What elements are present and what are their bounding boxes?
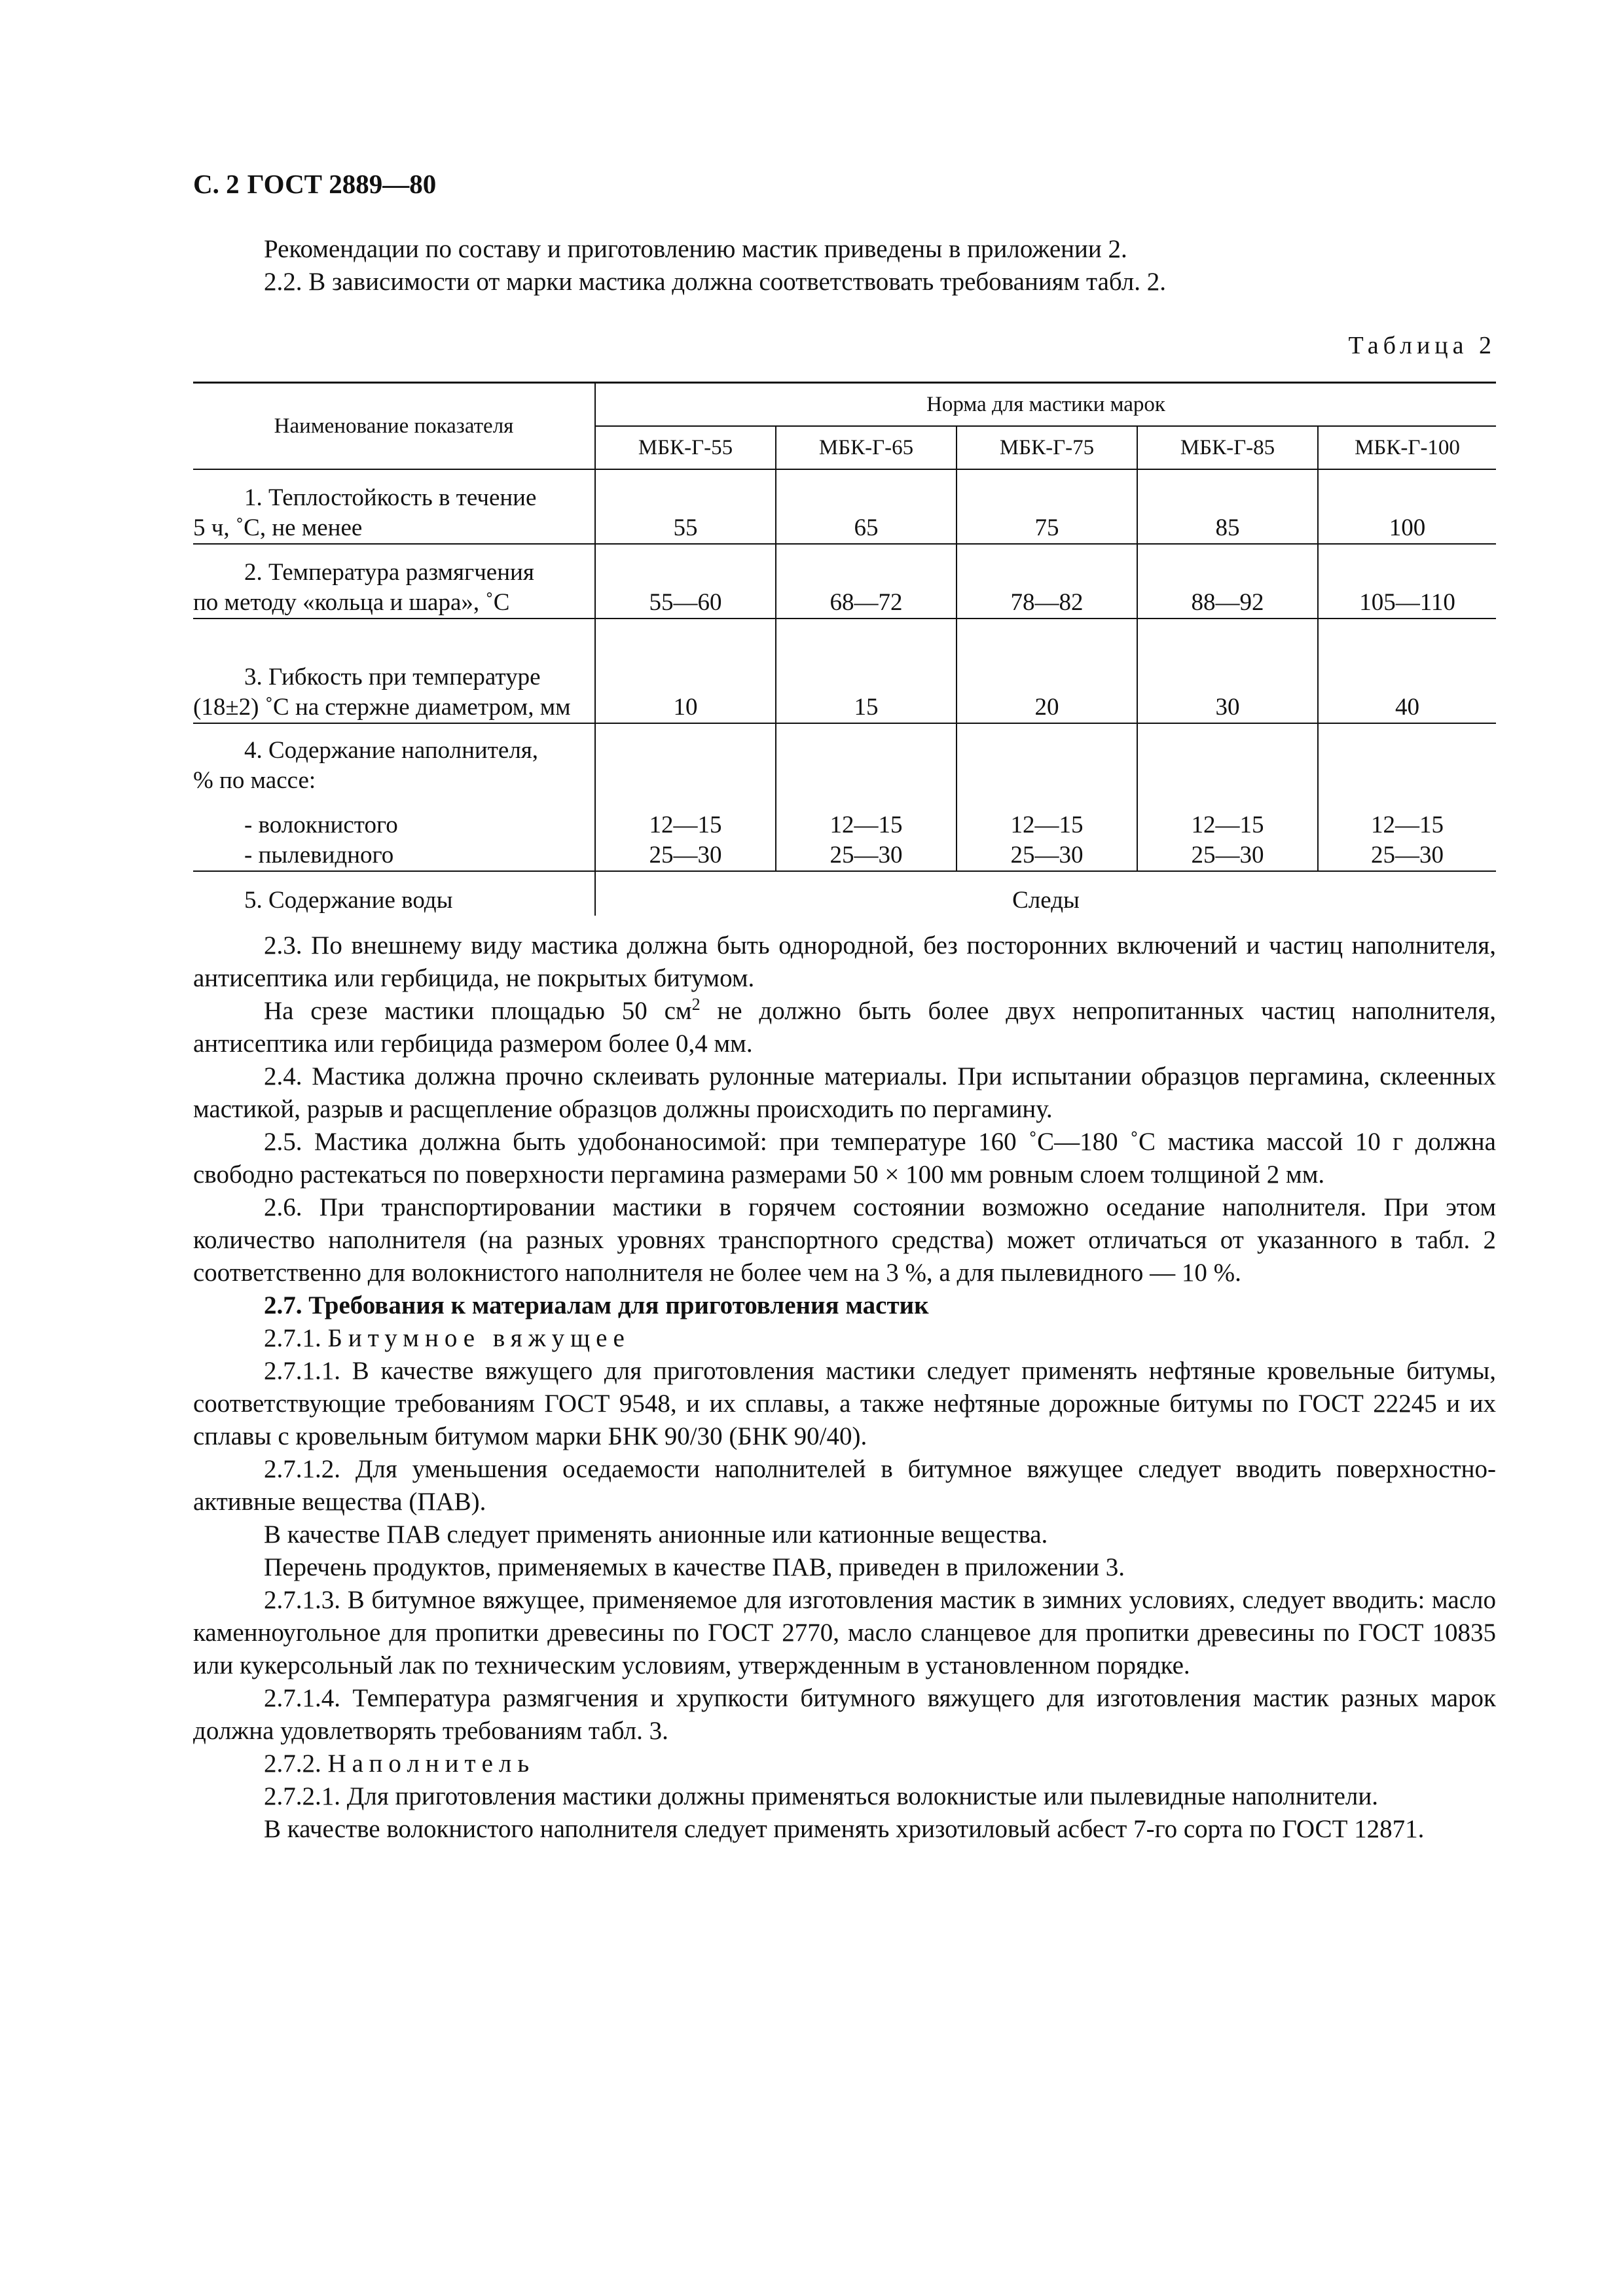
parameter-name: 2. Температура размягчения по методу «кольца и шара», ˚С — [193, 544, 595, 619]
table-row — [193, 619, 1496, 723]
value-cell: 65 — [776, 469, 957, 544]
value-cell: 20 — [957, 619, 1137, 723]
table-row — [193, 544, 1496, 619]
value-cell: 88—92 — [1137, 544, 1318, 619]
merged-value-cell: Следы — [1012, 887, 1080, 914]
standard-number: ГОСТ 2889—80 — [247, 169, 437, 199]
paragraph: 2.7.1.3. В битумное вяжущее, применяемое для изготовления мастик в зимних условиях, следует вводить: масло каменноугольное для пропитки древесины по ГОСТ 2770, масло сланцевое для пропитки древесины по ГОСТ 10835 или кукерсольный лак по техническим условиям, утвержденным в установленном порядке. — [193, 1586, 1496, 1679]
page-number: С. 2 — [193, 169, 240, 199]
section-heading: 2.7. Требования к материалам для приготовления мастик — [264, 1291, 929, 1319]
paragraph: 2.7.2.1. Для приготовления мастики должны применяться волокнистые или пылевидные наполнители. — [264, 1782, 1378, 1810]
parameter-name: 1. Теплостойкость в течение 5 ч, ˚С, не менее — [193, 469, 595, 544]
sub-parameter: - волокнистого — [244, 812, 398, 838]
header-parameter-name: Наименование показателя — [193, 383, 595, 470]
grade-header: МБК-Г-85 — [1137, 426, 1318, 469]
parameter-name: 3. Гибкость при температуре (18±2) ˚С на стержне диаметром, мм — [193, 619, 595, 723]
grade-header: МБК-Г-55 — [595, 426, 776, 469]
value-cell: 75 — [957, 469, 1137, 544]
paragraph: 2.7.1.1. В качестве вяжущего для приготовления мастики следует применять нефтяные кровельные битумы, соответствующие требованиям ГОСТ 9548, и их сплавы, а также нефтяные дорожные битумы по ГОСТ 22245 и их сплавы с кровельным битумом марки БНК 90/30 (БНК 90/40). — [193, 1357, 1496, 1450]
paragraph: На срезе мастики площадью 50 $см^2$ не должно быть более двух непропитанных частиц наполнителя, антисептика или гербицида размером более 0,4 мм. — [193, 995, 1496, 1058]
value-cell: 78—82 — [957, 544, 1137, 619]
paragraph: 2.7.1.4. Температура размягчения и хрупкости битумного вяжущего для изготовления мастик разных марок должна удовлетворять требованиям табл. 3. — [193, 1684, 1496, 1745]
value-cell: 55—60 — [595, 544, 776, 619]
value-cell: 100 — [1318, 469, 1496, 544]
parameter-name: 4. Содержание наполнителя, % по массе: - волокнистого - пылевидного — [193, 723, 595, 871]
value-cell: 12—15 25—30 — [776, 723, 957, 871]
value-cell: 12—15 25—30 — [595, 723, 776, 871]
value-cell: 30 — [1137, 619, 1318, 723]
value-cell: 15 — [776, 619, 957, 723]
value-cell: 55 — [595, 469, 776, 544]
paragraph: 2.7.1.2. Для уменьшения оседаемости наполнителей в битумное вяжущее следует вводить поверхностно-активные вещества (ПАВ). — [193, 1455, 1496, 1516]
table-row — [193, 469, 1496, 544]
page-header — [193, 167, 436, 201]
grade-header: МБК-Г-100 — [1318, 426, 1496, 469]
subsection-heading: 2.7.1. Битумное вяжущее — [264, 1324, 630, 1352]
paragraph: 2.4. Мастика должна прочно склеивать рулонные материалы. При испытании образцов пергамина, склеенных мастикой, разрыв и расщепление образцов должны происходить по пергамину. — [193, 1062, 1496, 1123]
paragraph: 2.6. При транспортировании мастики в горячем состоянии возможно оседание наполнителя. При этом количество наполнителя (на разных уровнях транспортного средства) может отличаться от указанного в табл. 2 соответственно для волокнистого наполнителя не более чем на 3 %, а для пылевидного — 10 %. — [193, 1193, 1496, 1287]
table-row — [193, 723, 1496, 871]
paragraph: 2.3. По внешнему виду мастика должна быть однородной, без посторонних включений и частиц наполнителя, антисептика или гербицида, не покрытых битумом. — [193, 931, 1496, 992]
table-caption: Таблица 2 — [1348, 332, 1496, 359]
paragraph: В качестве волокнистого наполнителя следует применять хризотиловый асбест 7-го сорта по ГОСТ 12871. — [264, 1815, 1425, 1843]
value-cell: 12—15 25—30 — [1137, 723, 1318, 871]
table-row — [193, 871, 1496, 916]
intro-text — [193, 233, 1496, 298]
value-cell: 68—72 — [776, 544, 957, 619]
header-norm: Норма для мастики марок — [595, 383, 1496, 427]
norms-table — [193, 382, 1496, 916]
paragraph: В качестве ПАВ следует применять анионные или катионные вещества. — [264, 1520, 1048, 1549]
subsection-heading: 2.7.2. Наполнитель — [264, 1749, 536, 1778]
value-cell: 12—15 25—30 — [1318, 723, 1496, 871]
value-cell: 12—15 25—30 — [957, 723, 1137, 871]
grade-header: МБК-Г-75 — [957, 426, 1137, 469]
paragraph: 2.5. Мастика должна быть удобонаносимой: при температуре 160 ˚С—180 ˚С мастика массой 10 г должна свободно растекаться по поверхности пергамина размерами 50 × 100 мм ровным слоем толщиной 2 мм. — [193, 1128, 1496, 1189]
sub-parameter: - пылевидного — [244, 842, 394, 869]
value-cell: 10 — [595, 619, 776, 723]
paragraph: 2.2. В зависимости от марки мастика должна соответствовать требованиям табл. 2. — [264, 268, 1166, 296]
parameter-name: 5. Содержание воды — [193, 871, 595, 916]
paragraph: Перечень продуктов, применяемых в качестве ПАВ, приведен в приложении 3. — [264, 1553, 1125, 1581]
value-cell: 40 — [1318, 619, 1496, 723]
paragraph: Рекомендации по составу и приготовлению мастик приведены в приложении 2. — [264, 235, 1127, 263]
body-text — [193, 929, 1496, 1846]
value-cell: 85 — [1137, 469, 1318, 544]
superscript: 2 — [691, 995, 701, 1014]
value-cell: 105—110 — [1318, 544, 1496, 619]
grade-header: МБК-Г-65 — [776, 426, 957, 469]
